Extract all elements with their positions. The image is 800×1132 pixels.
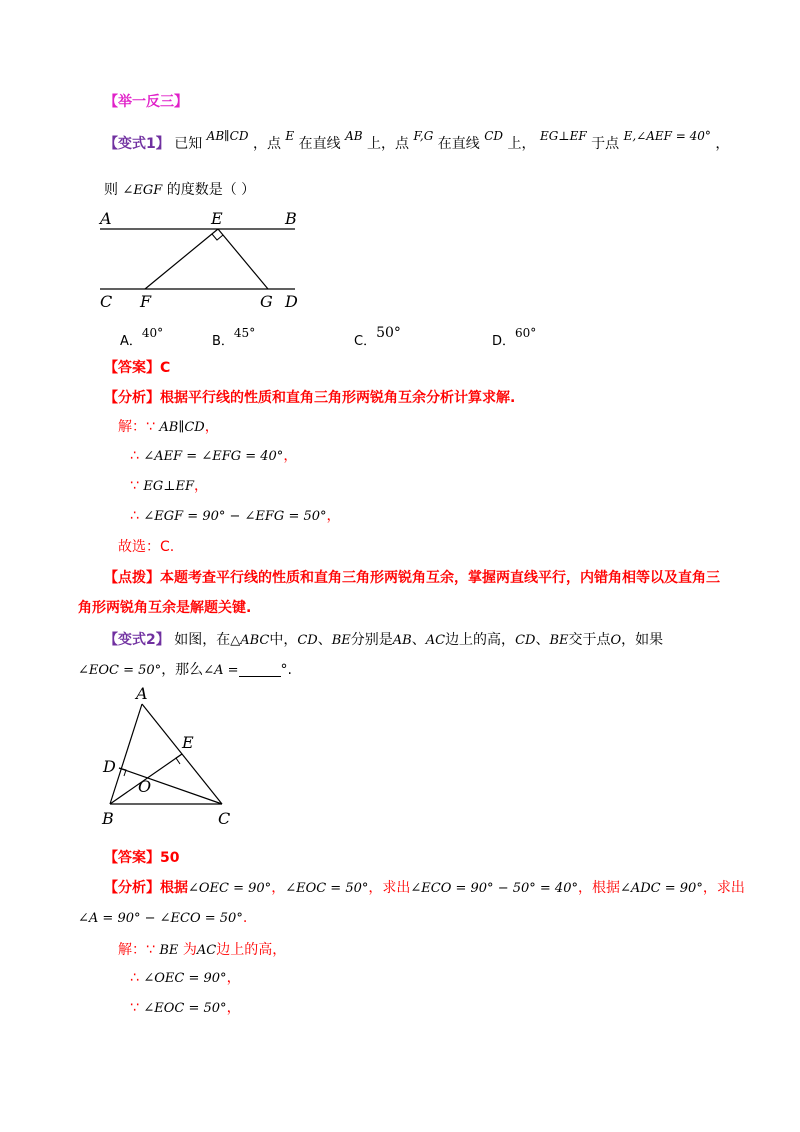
q2-math: △ABC xyxy=(230,633,270,648)
q1-answer xyxy=(104,358,170,378)
comment-label: 【点拨】 xyxy=(104,570,160,586)
q1-math: AB∥CD xyxy=(206,129,249,143)
q1-label: 【变式1】 xyxy=(104,136,170,152)
answer-label: 【答案】 xyxy=(104,360,160,376)
q2-solution-line3 xyxy=(130,998,241,1019)
q1-final: 故选：C. xyxy=(118,539,175,555)
q2-answer xyxy=(104,848,179,868)
segment-ef xyxy=(145,229,218,289)
q1-statement-line2 xyxy=(104,180,255,201)
q2-label: 【变式2】 xyxy=(104,632,170,648)
solution-punct: ， xyxy=(283,448,298,464)
analysis-text: ，求出 xyxy=(368,880,411,896)
analysis-label: 【分析】 xyxy=(104,880,160,896)
solution-punct: ， xyxy=(226,1000,241,1016)
label-o: O xyxy=(138,777,152,796)
q2-text: °. xyxy=(280,662,292,678)
solution-punct: ， xyxy=(204,419,219,435)
option-value: 40° xyxy=(141,326,164,340)
solution-label: 解： xyxy=(118,942,146,958)
option-a[interactable] xyxy=(120,326,164,349)
solution-math: ∠OEC = 90° xyxy=(143,971,227,986)
analysis-text: . xyxy=(242,910,248,926)
analysis-text: ，根据 xyxy=(577,880,620,896)
q1-solution-line1 xyxy=(118,417,219,438)
solution-punct: ， xyxy=(326,508,341,524)
solution-math: AB∥CD xyxy=(159,420,205,435)
analysis-text: 根据 xyxy=(160,880,188,896)
q1-text: 上，点 xyxy=(367,136,410,152)
right-angle-mark xyxy=(212,234,223,240)
analysis-math: ∠A = 90° − ∠ECO = 50° xyxy=(78,911,243,926)
q2-solution-line2 xyxy=(130,968,241,989)
q2-math: ∠A = xyxy=(203,663,239,678)
analysis-math: ∠OEC = 90° xyxy=(188,881,272,896)
label-d: D xyxy=(285,292,298,310)
label-e: E xyxy=(182,733,194,752)
q1-text: ， xyxy=(715,136,730,152)
because-symbol: ∵ xyxy=(130,478,139,494)
answer-blank[interactable] xyxy=(239,662,281,677)
option-value: 60° xyxy=(515,326,537,340)
q1-math: E xyxy=(285,129,295,143)
q2-math: ∠EOC = 50° xyxy=(78,663,162,678)
label-a: A xyxy=(136,684,148,703)
because-symbol: ∵ xyxy=(130,1000,139,1016)
q1-text: 在直线 xyxy=(437,136,480,152)
section-title: 【举一反三】 xyxy=(104,94,188,110)
q1-comment-line1 xyxy=(104,568,720,588)
q2-math: BE xyxy=(331,633,351,648)
analysis-math: ∠EOC = 50° xyxy=(285,881,369,896)
q2-analysis-line2 xyxy=(78,908,247,929)
q2-text: 、 xyxy=(411,632,426,648)
altitude-cd xyxy=(119,768,222,804)
label-b: B xyxy=(285,209,297,228)
q2-text: ，那么 xyxy=(161,662,204,678)
q1-math: F,G xyxy=(413,129,434,143)
q2-text: ，如果 xyxy=(621,632,664,648)
because-symbol: ∵ xyxy=(146,419,155,435)
q1-text: 已知 xyxy=(174,136,203,152)
solution-punct: ， xyxy=(194,478,208,494)
q2-analysis-line1 xyxy=(104,878,745,899)
q1-solution-line4 xyxy=(130,506,341,527)
label-c: C xyxy=(218,809,231,828)
label-g: G xyxy=(260,292,273,310)
q2-text: 、 xyxy=(535,632,550,648)
therefore-symbol: ∴ xyxy=(130,970,139,986)
comment-text: 本题考查平行线的性质和直角三角形两锐角互余，掌握两直线平行，内错角相等以及直角三 xyxy=(160,570,720,586)
therefore-symbol: ∴ xyxy=(130,448,139,464)
q1-math: AB xyxy=(345,129,363,143)
q2-math: O xyxy=(610,633,622,648)
solution-punct: ， xyxy=(226,970,241,986)
q2-math: AC xyxy=(425,633,446,648)
q2-math: CD xyxy=(515,633,536,648)
label-b: B xyxy=(102,809,114,828)
because-symbol: ∵ xyxy=(146,942,155,958)
solution-math: AC xyxy=(196,943,217,958)
q2-math: CD xyxy=(297,633,318,648)
q1-math: ∠EGF xyxy=(122,183,163,198)
q2-text: 交于点 xyxy=(568,632,611,648)
q2-text: 如图，在 xyxy=(174,632,231,648)
answer-label: 【答案】 xyxy=(104,850,160,866)
analysis-text: ，求出 xyxy=(702,880,745,896)
option-value: 50° xyxy=(376,325,401,341)
solution-text: 边上的高， xyxy=(216,942,287,958)
analysis-math: ∠ECO = 90° − 50° = 40° xyxy=(410,881,578,896)
q1-figure xyxy=(95,205,315,310)
analysis-text: ， xyxy=(271,880,286,896)
answer-value: C xyxy=(160,360,171,376)
option-letter: B． xyxy=(212,334,234,349)
solution-text: 为 xyxy=(182,942,197,958)
option-b[interactable] xyxy=(212,326,256,349)
q2-math: BE xyxy=(549,633,569,648)
q1-text: 的度数是（ ） xyxy=(166,182,256,198)
q1-text: 于点 xyxy=(591,136,620,152)
analysis-math: ∠ADC = 90° xyxy=(619,881,703,896)
label-a: A xyxy=(100,209,112,228)
analysis-label: 【分析】 xyxy=(104,390,160,406)
q2-statement-line2 xyxy=(78,660,292,681)
right-angle-mark-e xyxy=(176,754,182,764)
q1-text: 在直线 xyxy=(298,136,341,152)
q1-solution-line3 xyxy=(130,476,208,497)
option-value: 45° xyxy=(233,326,256,340)
q2-figure xyxy=(98,684,248,829)
q1-math: CD xyxy=(484,129,504,143)
q1-text: 则 xyxy=(104,182,118,198)
q1-analysis xyxy=(104,388,515,408)
option-letter: C． xyxy=(354,334,377,349)
segment-eg xyxy=(218,229,268,289)
q1-math: E,∠AEF = 40° xyxy=(623,129,711,143)
q2-text: 中， xyxy=(269,632,298,648)
q2-statement-line1 xyxy=(104,630,663,651)
q2-text: 、 xyxy=(317,632,332,648)
option-c[interactable] xyxy=(354,325,401,349)
solution-math: ∠EGF = 90° − ∠EFG = 50° xyxy=(143,509,327,524)
analysis-text: 根据平行线的性质和直角三角形两锐角互余分析计算求解. xyxy=(160,390,516,406)
option-letter: A． xyxy=(120,334,142,349)
option-d[interactable] xyxy=(492,326,537,349)
solution-math: BE xyxy=(159,943,179,958)
solution-math: ∠EOC = 50° xyxy=(143,1001,227,1016)
solution-label: 解： xyxy=(118,419,146,435)
label-f: F xyxy=(140,292,152,310)
q1-comment-line2: 角形两锐角互余是解题关键. xyxy=(78,600,252,616)
q1-text: ，点 xyxy=(252,136,281,152)
solution-math: ∠AEF = ∠EFG = 40° xyxy=(143,449,284,464)
label-d: D xyxy=(103,757,116,776)
q2-text: 边上的高， xyxy=(445,632,516,648)
q1-text: 上， xyxy=(507,136,536,152)
option-letter: D． xyxy=(492,334,516,349)
label-e: E xyxy=(211,209,223,228)
q2-math: AB xyxy=(392,633,412,648)
solution-math: EG⊥EF xyxy=(143,479,194,494)
q2-solution-line1 xyxy=(118,940,286,961)
q1-solution-line2 xyxy=(130,446,297,467)
therefore-symbol: ∴ xyxy=(130,508,139,524)
q2-text: 分别是 xyxy=(350,632,393,648)
q1-statement-line1 xyxy=(104,129,730,154)
label-c: C xyxy=(100,292,113,310)
answer-value: 50 xyxy=(160,850,180,866)
q1-math: EG⊥EF xyxy=(539,129,587,143)
